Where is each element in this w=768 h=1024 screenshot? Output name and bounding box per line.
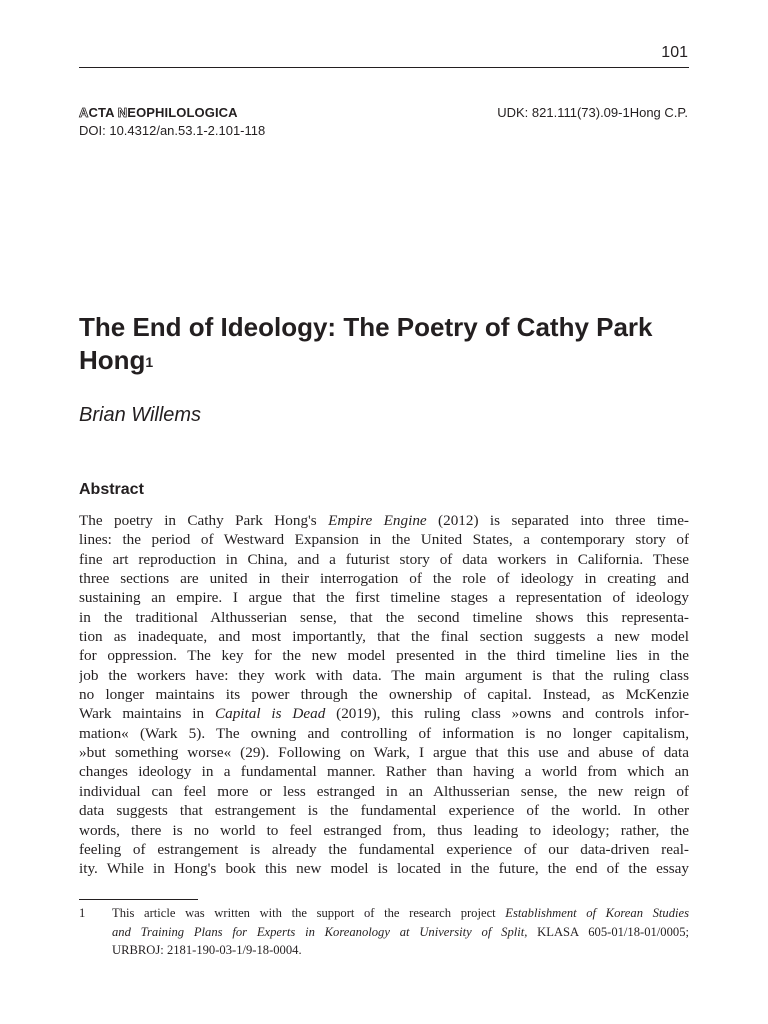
journal-initial-a: A — [79, 105, 89, 120]
abstract-heading: Abstract — [79, 481, 144, 498]
footnote-rule — [79, 899, 198, 900]
text-run: This article was written with the support of the research project — [112, 906, 506, 920]
abstract-line — [79, 724, 689, 743]
abstract-line — [79, 821, 689, 840]
author-name: Brian Willems — [79, 404, 202, 426]
abstract-line — [79, 530, 689, 549]
text-run: (2019), this ruling class »owns and controls infor- — [325, 705, 689, 723]
text-run: The poetry in Cathy Park Hong's — [79, 512, 329, 529]
footnote — [79, 904, 689, 960]
text-run: three sections are united in their interrogation of the role of ideology in creating and — [79, 570, 689, 588]
abstract-line — [79, 685, 689, 704]
text-run: in the traditional Althusserian sense, that the second timeline shows this representa- — [79, 608, 689, 626]
abstract-line — [79, 627, 689, 646]
text-run: tion as inadequate, and most importantly, that the final section suggests a new model — [79, 628, 689, 646]
journal-info — [79, 104, 265, 140]
text-run: fine art reproduction in China, and a futurist story of data workers in California. These — [79, 550, 689, 568]
abstract-line — [79, 646, 689, 665]
text-run: , KLASA 605-01/18-01/0005; — [524, 924, 689, 939]
text-run: mation« (Wark 5). The owning and controlling of information is no longer capitalism, — [79, 724, 689, 742]
abstract-line — [79, 666, 689, 685]
abstract-line — [79, 801, 689, 820]
abstract-line — [79, 840, 689, 859]
article-title-text: The End of Ideology: The Poetry of Cathy Park Hong — [79, 312, 653, 375]
text-run: sustaining an empire. I argue that the first timeline stages a representation of ideology — [79, 589, 689, 607]
text-run: job the workers have: they work with data. The main argument is that the ruling class — [79, 666, 689, 684]
text-run: no longer maintains its power through the ownership of capital. Instead, as McKenzie — [79, 686, 689, 704]
footnote-line — [112, 904, 689, 923]
title-footnote-mark: 1 — [145, 354, 154, 370]
footnote-line — [112, 923, 689, 942]
text-run: data suggests that estrangement is the fundamental experience of the world. In other — [79, 802, 689, 820]
italic-title: Capital is Dead — [214, 705, 326, 723]
abstract-line — [79, 762, 689, 781]
italic-title: and Training Plans for Experts in Koreanology at University of Split — [112, 924, 525, 939]
abstract-line — [79, 588, 689, 607]
abstract-body — [79, 511, 689, 879]
text-run: Wark maintains in — [79, 705, 215, 723]
text-run: »but something worse« (29). Following on Wark, I argue that this use and abuse of data — [79, 744, 689, 762]
footnote-line — [112, 941, 689, 960]
text-run: lines: the period of Westward Expansion in the United States, a contemporary story of — [79, 531, 689, 549]
footnote-text — [112, 904, 689, 960]
text-run: (2012) is separated into three time- — [426, 512, 689, 529]
journal-initial-n: N — [117, 105, 128, 120]
abstract-line — [79, 511, 689, 530]
abstract-line — [79, 608, 689, 627]
abstract-line — [79, 782, 689, 801]
italic-title: Empire Engine — [328, 512, 427, 529]
abstract-line — [79, 550, 689, 569]
text-run: individual can feel more or less estranged in an Althusserian sense, the new reign of — [79, 782, 689, 800]
journal-name-part-1: CTA — [88, 105, 118, 120]
text-run: for oppression. The key for the new model presented in the third timeline lies in the — [79, 647, 689, 665]
doi: DOI: 10.4312/an.53.1-2.101-118 — [79, 123, 266, 138]
udk-code: UDK: 821.111(73).09-1Hong C.P. — [497, 105, 688, 120]
text-run: changes ideology in a fundamental manner. Rather than having a world from which an — [79, 763, 689, 781]
abstract-line — [79, 743, 689, 762]
header-rule — [79, 67, 689, 68]
text-run: feeling of estrangement is already the fundamental experience of our data-driven real- — [79, 840, 689, 858]
text-run: words, there is no world to feel estranged from, thus leading to ideology; rather, the — [79, 821, 689, 839]
page-number: 101 — [661, 44, 688, 61]
text-run: URBROJ: 2181-190-03-1/9-18-0004. — [112, 943, 302, 957]
article-title — [79, 311, 689, 377]
italic-title: Establishment of Korean Studies — [505, 906, 689, 920]
text-run: ity. While in Hong's book this new model is located in the future, the end of the essay — [79, 860, 689, 878]
abstract-line — [79, 859, 689, 878]
journal-name-part-2: EOPHILOLOGICA — [127, 105, 238, 120]
abstract-line — [79, 569, 689, 588]
journal-name — [79, 104, 265, 122]
abstract-line — [79, 704, 689, 723]
footnote-number: 1 — [79, 906, 86, 920]
